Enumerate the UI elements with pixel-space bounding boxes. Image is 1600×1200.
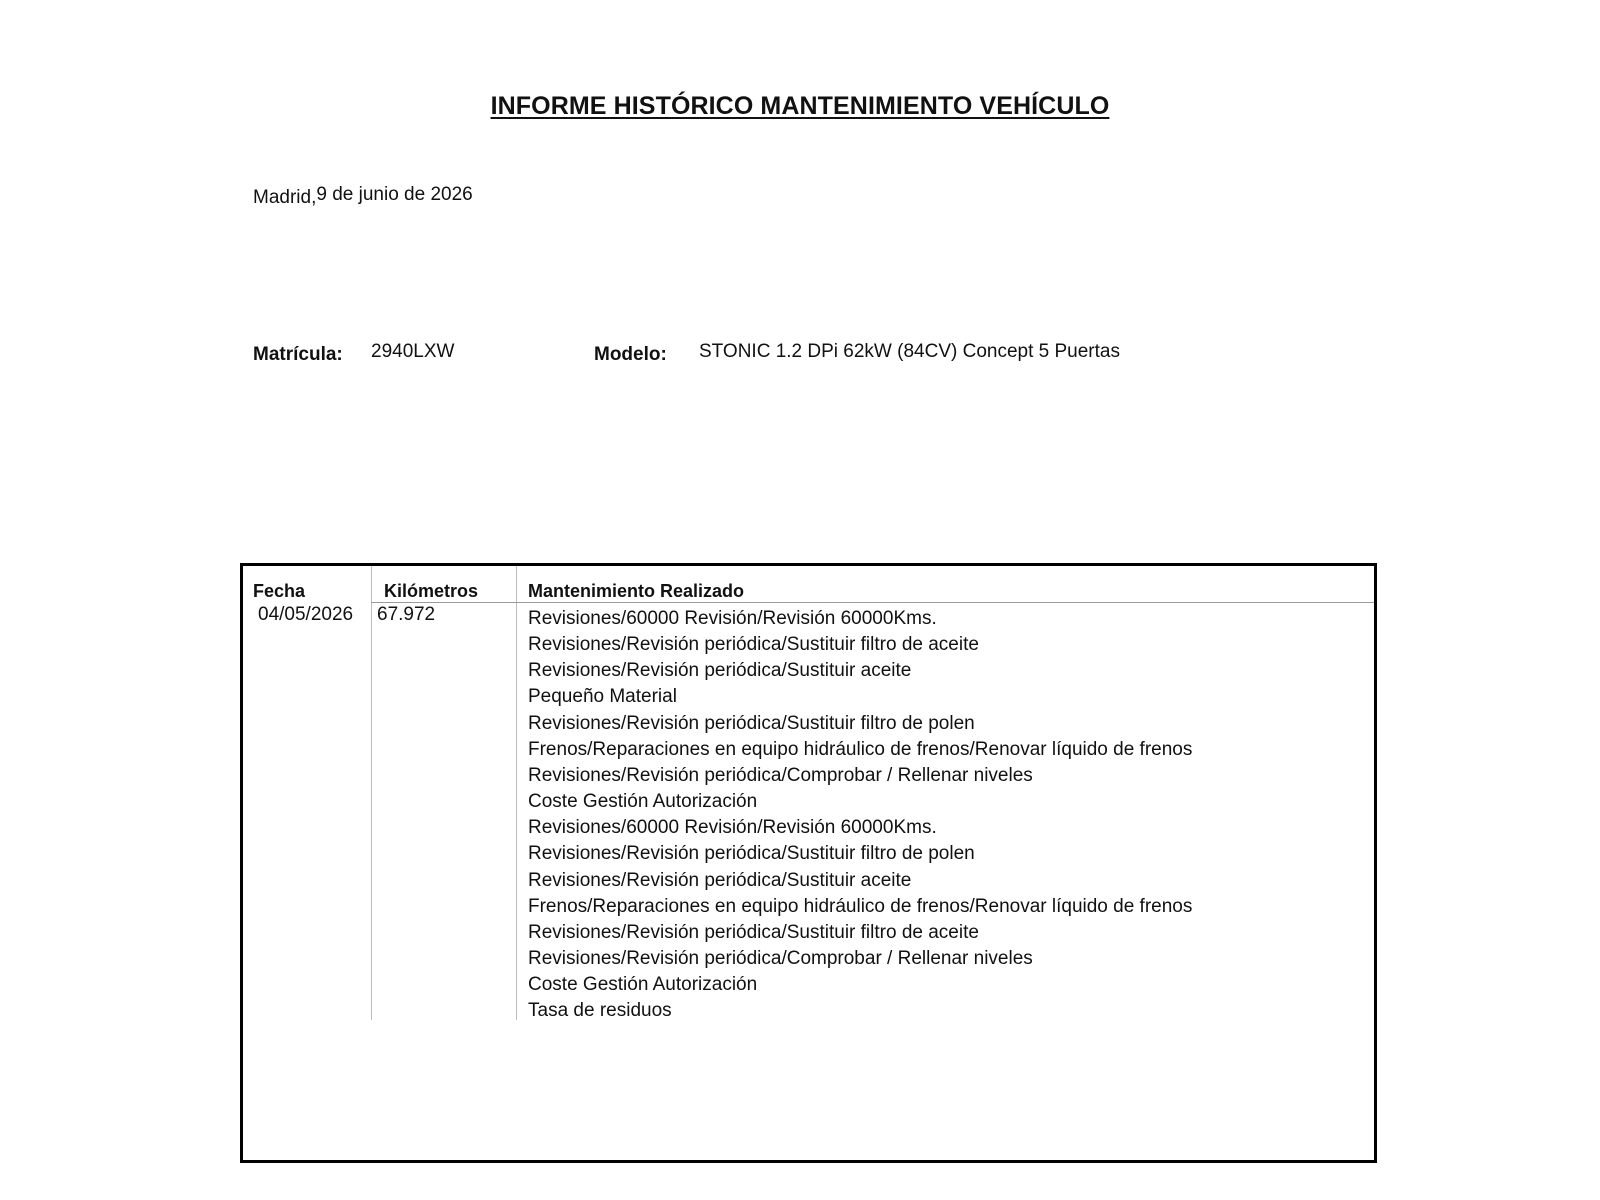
entry-date: 04/05/2026 <box>258 604 354 625</box>
column-divider <box>516 566 517 1020</box>
column-header-km: Kilómetros <box>384 581 479 601</box>
maintenance-task: Revisiones/Revisión periódica/Sustituir aceite <box>528 660 912 682</box>
maintenance-task: Revisiones/Revisión periódica/Sustituir filtro de aceite <box>528 634 979 656</box>
place-date-line <box>253 184 473 206</box>
maintenance-task: Tasa de residuos <box>528 1000 672 1022</box>
report-city: Madrid, <box>253 187 317 208</box>
maintenance-task: Pequeño Material <box>528 686 677 708</box>
maintenance-task: Revisiones/Revisión periódica/Comprobar / Rellenar niveles <box>528 764 1033 786</box>
maintenance-task: Revisiones/Revisión periódica/Sustituir filtro de aceite <box>528 921 979 943</box>
entry-km: 67.972 <box>377 604 436 625</box>
maintenance-task: Revisiones/Revisión periódica/Sustituir aceite <box>528 869 912 891</box>
maintenance-task: Frenos/Reparaciones en equipo hidráulico de frenos/Renovar líquido de frenos <box>528 895 1193 917</box>
maintenance-task: Revisiones/60000 Revisión/Revisión 60000Kms. <box>528 608 937 629</box>
column-divider <box>371 566 372 1020</box>
maintenance-task: Revisiones/60000 Revisión/Revisión 60000Kms. <box>528 817 937 839</box>
maintenance-history-table <box>240 563 1377 1163</box>
header-rule <box>371 602 1374 603</box>
model-value: STONIC 1.2 DPi 62kW (84CV) Concept 5 Puertas <box>699 341 1120 362</box>
report-date: 9 de junio de 2026 <box>316 184 473 205</box>
maintenance-task: Revisiones/Revisión periódica/Comprobar / Rellenar niveles <box>528 948 1033 970</box>
column-header-date: Fecha <box>253 581 306 601</box>
maintenance-task: Coste Gestión Autorización <box>528 974 758 996</box>
plate-label: Matrícula: <box>253 344 343 365</box>
maintenance-task: Revisiones/Revisión periódica/Sustituir filtro de polen <box>528 712 975 734</box>
plate-value: 2940LXW <box>371 341 455 362</box>
model-label: Modelo: <box>594 344 667 365</box>
maintenance-task: Coste Gestión Autorización <box>528 791 758 813</box>
maintenance-task: Frenos/Reparaciones en equipo hidráulico de frenos/Renovar líquido de frenos <box>528 738 1193 760</box>
report-title: INFORME HISTÓRICO MANTENIMIENTO VEHÍCULO <box>490 92 1110 120</box>
maintenance-task: Revisiones/Revisión periódica/Sustituir filtro de polen <box>528 843 975 865</box>
column-header-maintenance: Mantenimiento Realizado <box>528 581 745 601</box>
maintenance-task-list <box>528 606 1192 1025</box>
